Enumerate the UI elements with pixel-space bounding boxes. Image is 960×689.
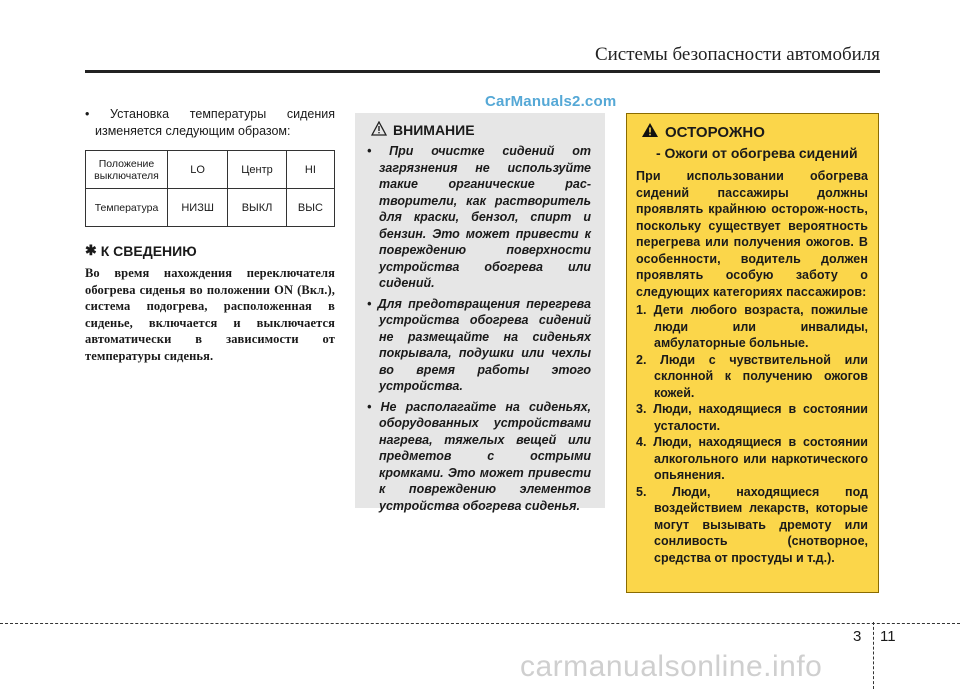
temperature-table — [85, 150, 335, 227]
caution-box — [626, 113, 879, 593]
page-number: 11 — [880, 628, 896, 645]
table-row — [86, 151, 335, 189]
list-item: 2. Люди с чувствительной или склонной к получению ожогов кожей. — [636, 352, 868, 400]
asterisk-icon: ✱ — [85, 242, 97, 258]
caution-subtitle: - Ожоги от обогрева сидений — [656, 145, 858, 161]
page-number-separator — [873, 622, 874, 689]
info-body: Во время нахождения переключателя обогрева сиденья во положении ON (Вкл.), система подогрева, расположенная в сиденье, включается и выключается автоматически в зависимости от температуры сиденья. — [85, 266, 335, 363]
list-item: 5. Люди, находящиеся под воздействием лекарств, которые могут вызывать дремоту или сонливость (снотворное, средства от простуды и т.д.). — [636, 484, 868, 565]
warning-title — [371, 121, 591, 139]
warning-item: • Не располагайте на сиденьях, оборудованных устройствами нагрева, тяжелых вещей или предметов с острыми кромками. Это может привести к повреждению элементов устройства обогрева сиденья. — [367, 399, 591, 513]
warning-title-label: ВНИМАНИЕ — [393, 122, 475, 138]
warning-item: • Для предотвращения перегрева устройства обогрева сидений не размещайте на сиденьях покрывала, подушки или чехлы во время работы этого устройства. — [367, 296, 591, 393]
warning-item: • При очистке сидений от загрязнения не используйте такие органические рас-творители, как растворитель для краски, бензол, спирт и бензин. Это может привести к повреждению поверхности устройства обогрева или сидений. — [367, 144, 591, 290]
table-row — [86, 189, 335, 227]
list-item: 4. Люди, находящиеся в состоянии алкогольного или наркотического опьянения. — [636, 435, 868, 482]
table-row-header: Температура — [86, 189, 168, 227]
caution-triangle-icon — [641, 122, 659, 142]
warning-triangle-icon — [371, 121, 387, 139]
caution-list — [636, 302, 868, 566]
table-cell: LO — [168, 151, 228, 189]
info-heading-label: К СВЕДЕНИЮ — [100, 242, 197, 259]
list-item: 1. Дети любого возраста, пожилые люди или инвалиды, амбулаторные больные. — [636, 303, 868, 350]
info-heading — [85, 242, 335, 259]
section-title: Системы безопасности автомобиля — [594, 44, 880, 65]
header-divider — [85, 70, 880, 73]
site-watermark[interactable]: carmanualsonline.info — [520, 650, 823, 683]
left-column — [85, 106, 335, 364]
list-item: 3. Люди, находящиеся в состоянии усталости. — [636, 402, 868, 433]
footer-divider — [0, 623, 960, 624]
chapter-number: 3 — [853, 628, 862, 645]
caution-body: При использовании обогрева сидений пассажиры должны проявлять крайнюю осторож-ность, поскольку существует вероятность перегрева или получения ожогов. В особенности, водитель должен проявлять особую заботу о следующих категориях пассажиров: — [636, 169, 868, 299]
table-cell: HI — [286, 151, 334, 189]
table-cell: НИЗШ — [168, 189, 228, 227]
intro-bullet: • Установка температуры сидения изменяется следующим образом: — [85, 107, 335, 138]
table-cell: ВЫС — [286, 189, 334, 227]
carmanuals-watermark[interactable]: CarManuals2.com — [485, 93, 617, 110]
caution-title-label: ОСТОРОЖНО — [665, 123, 765, 141]
warning-box — [355, 113, 605, 513]
caution-title — [641, 122, 868, 142]
table-cell: Центр — [228, 151, 287, 189]
table-row-header: Положение выключателя — [86, 151, 168, 189]
table-cell: ВЫКЛ — [228, 189, 287, 227]
